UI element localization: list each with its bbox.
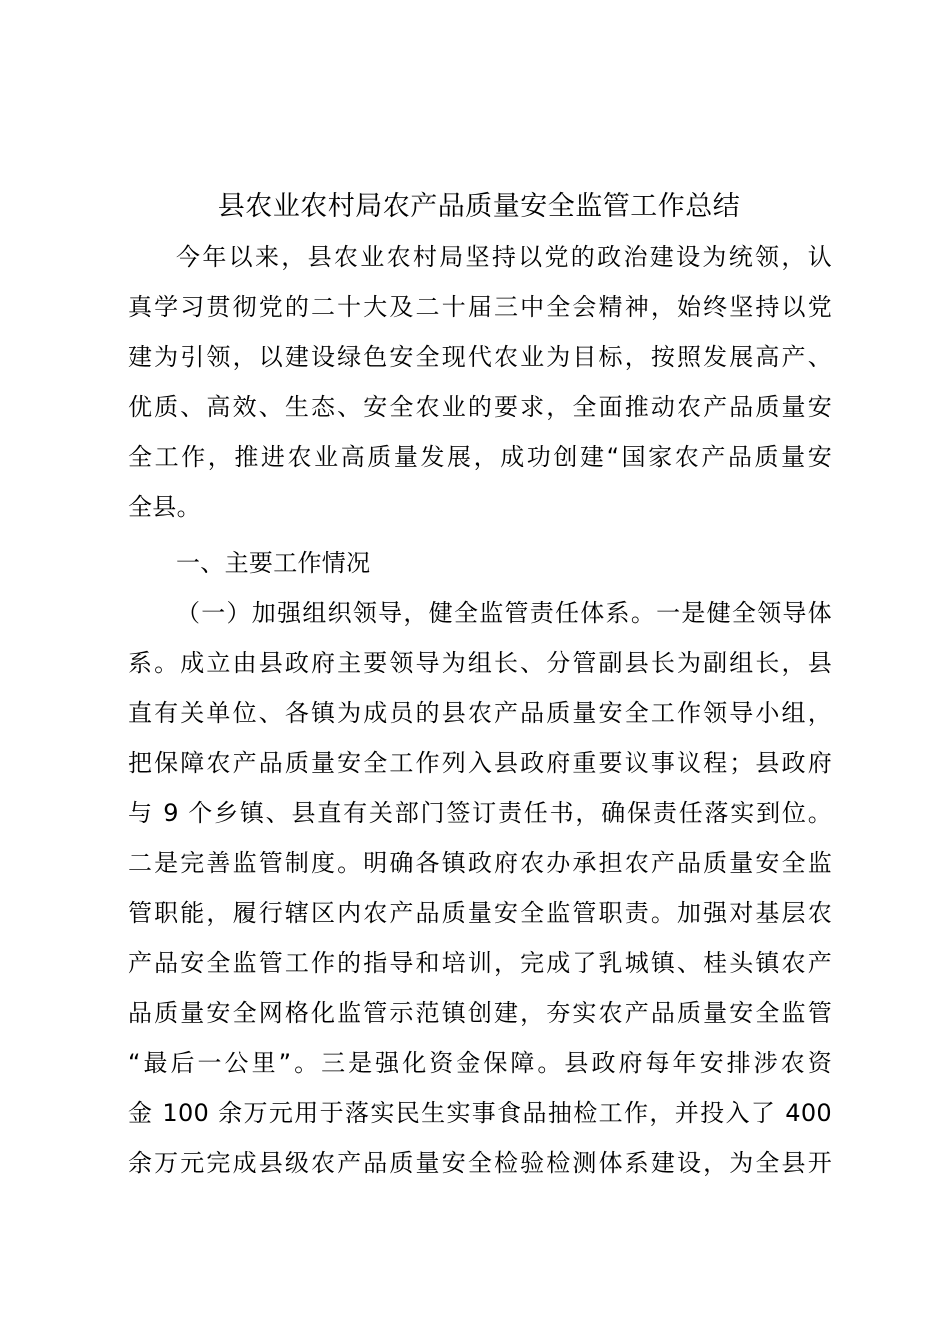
paragraph-line: 全县。 <box>128 493 201 521</box>
paragraph-line: 直有关单位、各镇为成员的县农产品质量安全工作领导小组， <box>128 699 832 727</box>
paragraph-line: 优质、高效、生态、安全农业的要求，全面推动农产品质量安 <box>128 393 832 421</box>
paragraph-line: 与 9 个乡镇、县直有关部门签订责任书，确保责任落实到位。 <box>128 799 832 827</box>
paragraph-line: 管职能，履行辖区内农产品质量安全监管职责。加强对基层农 <box>128 899 832 927</box>
paragraph-line: 系。成立由县政府主要领导为组长、分管副县长为副组长，县 <box>128 649 832 677</box>
paragraph-line: 产品安全监管工作的指导和培训，完成了乳城镇、桂头镇农产 <box>128 949 832 977</box>
section-heading: 一、主要工作情况 <box>176 549 371 577</box>
paragraph-line: 建为引领，以建设绿色安全现代农业为目标，按照发展高产、 <box>128 343 832 371</box>
document-title: 县农业农村局农产品质量安全监管工作总结 <box>217 191 741 222</box>
paragraph-line: “最后一公里”。三是强化资金保障。县政府每年安排涉农资 <box>128 1049 832 1077</box>
paragraph-line: 全工作，推进农业高质量发展，成功创建“国家农产品质量安 <box>128 443 832 471</box>
paragraph-line: （一）加强组织领导，健全监管责任体系。一是健全领导体 <box>176 599 832 627</box>
paragraph-line: 余万元完成县级农产品质量安全检验检测体系建设，为全县开 <box>128 1149 832 1177</box>
paragraph-line: 今年以来，县农业农村局坚持以党的政治建设为统领，认 <box>176 243 832 271</box>
paragraph-line: 金 100 余万元用于落实民生实事食品抽检工作，并投入了 400 <box>128 1099 832 1127</box>
document-body <box>128 232 832 1188</box>
paragraph-line: 二是完善监管制度。明确各镇政府农办承担农产品质量安全监 <box>128 849 832 877</box>
paragraph-line: 把保障农产品质量安全工作列入县政府重要议事议程；县政府 <box>128 749 832 777</box>
paragraph-line: 品质量安全网格化监管示范镇创建，夯实农产品质量安全监管 <box>128 999 832 1027</box>
paragraph-line: 真学习贯彻党的二十大及二十届三中全会精神，始终坚持以党 <box>128 293 832 321</box>
